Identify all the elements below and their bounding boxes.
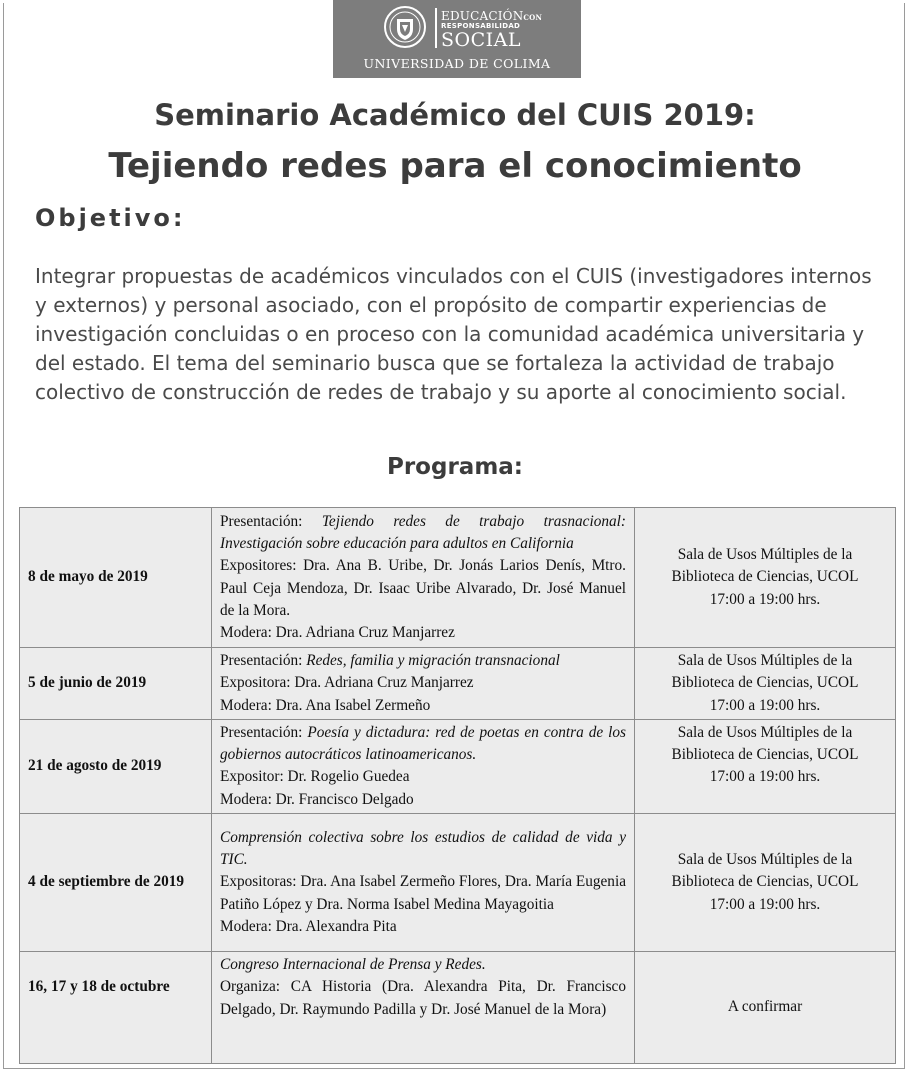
- event-description: Presentación: Tejiendo redes de trabajo trasnacional: Investigación sobre educación para adultos en California Expositores: Dra. Ana B. Uribe, Dr. Jonás Larios Denís, Mtro. Paul Ceja Mendoza, Dr. Isaac Uribe Alvarado, Dr. José Manuel de la Mora. Modera: Dra. Adriana Cruz Manjarrez: [212, 508, 635, 648]
- university-seal-icon: [383, 5, 427, 49]
- event-date: 4 de septiembre de 2019: [20, 814, 212, 952]
- logo-divider: [435, 8, 437, 48]
- logo-university-name: UNIVERSIDAD DE COLIMA: [363, 56, 551, 71]
- moderator: Modera: Dra. Adriana Cruz Manjarrez: [220, 624, 455, 642]
- presentation-title: Tejiendo redes de trabajo trasnacional: Investigación sobre educación para adultos en California: [220, 512, 627, 552]
- presentation-title: Congreso Internacional de Prensa y Redes.: [220, 956, 486, 974]
- presentation-title: Poesía y dictadura: red de poetas en contra de los gobiernos autocráticos latinoamericanos.: [220, 723, 626, 764]
- event-location: Sala de Usos Múltiples de la Biblioteca de Ciencias, UCOL 17:00 a 19:00 hrs.: [635, 814, 896, 952]
- moderator: Modera: Dr. Francisco Delgado: [220, 790, 414, 808]
- speakers: Expositora: Dra. Adriana Cruz Manjarrez: [220, 674, 474, 692]
- university-logo: [333, 0, 581, 78]
- objective-heading: Objetivo:: [35, 204, 186, 232]
- program-table: [19, 507, 896, 1064]
- speakers: Expositor: Dr. Rogelio Guedea: [220, 768, 410, 786]
- program-heading: Programa:: [386, 454, 523, 480]
- event-description: [212, 814, 635, 952]
- moderator: Modera: Dra. Alexandra Pita: [220, 918, 397, 936]
- program-row: [20, 719, 896, 813]
- event-time: 17:00 a 19:00 hrs.: [709, 768, 821, 786]
- seminar-title: Seminario Académico del CUIS 2019:: [154, 98, 756, 132]
- presentation-title: Redes, familia y migración transnacional: [306, 652, 560, 669]
- program-row: [20, 648, 896, 720]
- logo-line-3: SOCIAL: [441, 29, 521, 51]
- logo-line-2: RESPONSABILIDAD: [441, 22, 521, 30]
- event-description: [212, 952, 635, 1064]
- moderator: Modera: Dra. Ana Isabel Zermeño: [220, 696, 431, 714]
- program-row: [20, 952, 896, 1064]
- seminar-subtitle: Tejiendo redes para el conocimiento: [108, 146, 802, 186]
- program-row: [20, 814, 896, 952]
- event-time: 17:00 a 19:00 hrs.: [709, 696, 821, 714]
- event-location: Sala de Usos Múltiples de la Biblioteca de Ciencias, UCOL 17:00 a 19:00 hrs.: [635, 719, 896, 813]
- event-time: 17:00 a 19:00 hrs.: [709, 895, 821, 913]
- event-date: 21 de agosto de 2019: [20, 719, 212, 813]
- organizer: Organiza: CA Historia (Dra. Alexandra Pita, Dr. Francisco Delgado, Dr. Raymundo Padilla y Dr. José Manuel de la Mora): [220, 978, 626, 1018]
- event-date: 5 de junio de 2019: [20, 648, 212, 720]
- objective-text: Integrar propuestas de académicos vinculados con el CUIS (investigadores internos y externos) y personal asociado, con el propósito de compartir experiencias de investigación concluidas o en proceso con la comunidad académica universitaria y del estado. El tema del seminario busca que se fortaleza la actividad de trabajo colectivo de construcción de redes de trabajo y su aporte al conocimiento social.: [35, 264, 872, 404]
- program-row: [20, 508, 896, 648]
- event-description: Presentación: Poesía y dictadura: red de poetas en contra de los gobiernos autocráticos latinoamericanos. Expositor: Dr. Rogelio Guedea Modera: Dr. Francisco Delgado: [212, 719, 635, 813]
- logo-line-1: EDUCACIÓNCON: [441, 9, 543, 23]
- event-date: 8 de mayo de 2019: [20, 508, 212, 648]
- event-location: A confirmar: [635, 952, 896, 1064]
- event-description: Presentación: Redes, familia y migración transnacional Expositora: Dra. Adriana Cruz Manjarrez Modera: Dra. Ana Isabel Zermeño: [212, 648, 635, 720]
- event-time: 17:00 a 19:00 hrs.: [709, 590, 821, 608]
- speakers: Expositores: Dra. Ana B. Uribe, Dr. Jonás Larios Denís, Mtro. Paul Ceja Mendoza, Dr. Isaac Uribe Alvarado, Dr. José Manuel de la Mora.: [220, 557, 626, 619]
- presentation-title: Comprensión colectiva sobre los estudios de calidad de vida y TIC.: [220, 828, 626, 869]
- event-date: 16, 17 y 18 de octubre: [20, 952, 212, 1064]
- speakers: Expositoras: Dra. Ana Isabel Zermeño Flores, Dra. María Eugenia Patiño López y Dra. Norma Isabel Medina Mayagoitia: [220, 873, 626, 913]
- event-location: Sala de Usos Múltiples de la Biblioteca de Ciencias, UCOL 17:00 a 19:00 hrs.: [635, 508, 896, 648]
- event-location: Sala de Usos Múltiples de la Biblioteca de Ciencias, UCOL 17:00 a 19:00 hrs.: [635, 648, 896, 720]
